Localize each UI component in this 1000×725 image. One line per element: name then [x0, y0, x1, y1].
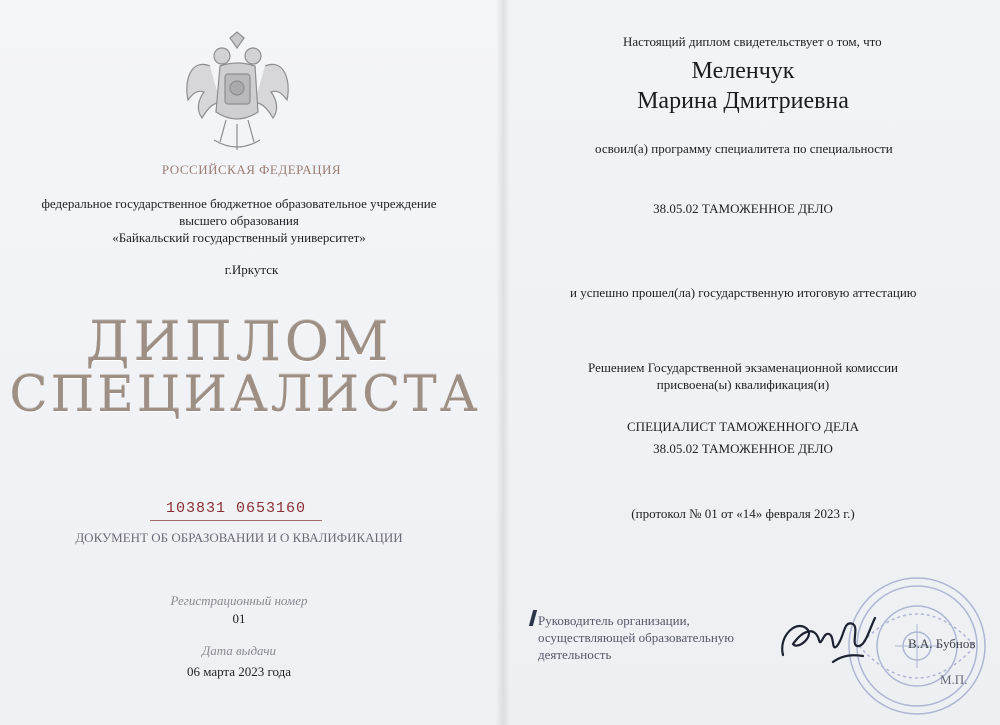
institution-line-1: федеральное государственное бюджетное образовательное учреждение	[41, 196, 437, 211]
holder-surname: Меленчук	[691, 58, 795, 84]
city: г.Иркутск	[224, 262, 279, 277]
commission-decision-line-2: присвоена(ы) квалификация(и)	[656, 377, 830, 392]
signature-icon	[773, 600, 883, 675]
diploma-title-line-1: ДИПЛОМ	[85, 310, 393, 373]
holder-given-names: Марина Дмитриевна	[637, 88, 849, 114]
signer-name: В.А. Бубнов	[908, 636, 976, 651]
specialty: 38.05.02 ТАМОЖЕННОЕ ДЕЛО	[653, 201, 833, 216]
country-heading: РОССИЙСКАЯ ФЕДЕРАЦИЯ	[161, 162, 342, 177]
signatory-mark	[529, 610, 537, 626]
institution-line-2: высшего образования	[179, 213, 299, 228]
issue-date-label: Дата выдачи	[201, 643, 277, 658]
registration-number: 01	[232, 611, 246, 626]
coat-of-arms-icon	[180, 30, 295, 155]
page-fold	[496, 0, 510, 725]
intro-text: Настоящий диплом свидетельствует о том, что	[623, 34, 882, 49]
document-caption: ДОКУМЕНТ ОБ ОБРАЗОВАНИИ И О КВАЛИФИКАЦИИ	[75, 530, 403, 545]
signatory-caption	[538, 612, 734, 663]
program-statement: освоил(а) программу специалитета по специальности	[595, 141, 893, 156]
serial-underline	[150, 520, 322, 521]
registration-label: Регистрационный номер	[170, 593, 308, 608]
qualification-line-2: 38.05.02 ТАМОЖЕННОЕ ДЕЛО	[653, 441, 833, 456]
signatory-line-3: деятельность	[538, 647, 612, 662]
institution-line-3: «Байкальский государственный университет»	[112, 230, 366, 245]
signatory-line-1: Руководитель организации,	[538, 613, 690, 628]
attestation-statement: и успешно прошел(ла) государственную итоговую аттестацию	[570, 285, 917, 300]
right-page	[503, 0, 1000, 725]
diploma-title-line-2: СПЕЦИАЛИСТА	[9, 365, 481, 423]
stamp-place-mark: М.П.	[940, 672, 968, 687]
issue-date: 06 марта 2023 года	[186, 664, 292, 679]
qualification-line-1: СПЕЦИАЛИСТ ТАМОЖЕННОГО ДЕЛА	[627, 419, 859, 434]
signatory-line-2: осуществляющей образовательную	[538, 630, 734, 645]
protocol-reference: (протокол № 01 от «14» февраля 2023 г.)	[631, 506, 855, 521]
commission-decision-line-1: Решением Государственной экзаменационной комиссии	[588, 360, 898, 375]
serial-number: 103831 0653160	[165, 500, 307, 517]
